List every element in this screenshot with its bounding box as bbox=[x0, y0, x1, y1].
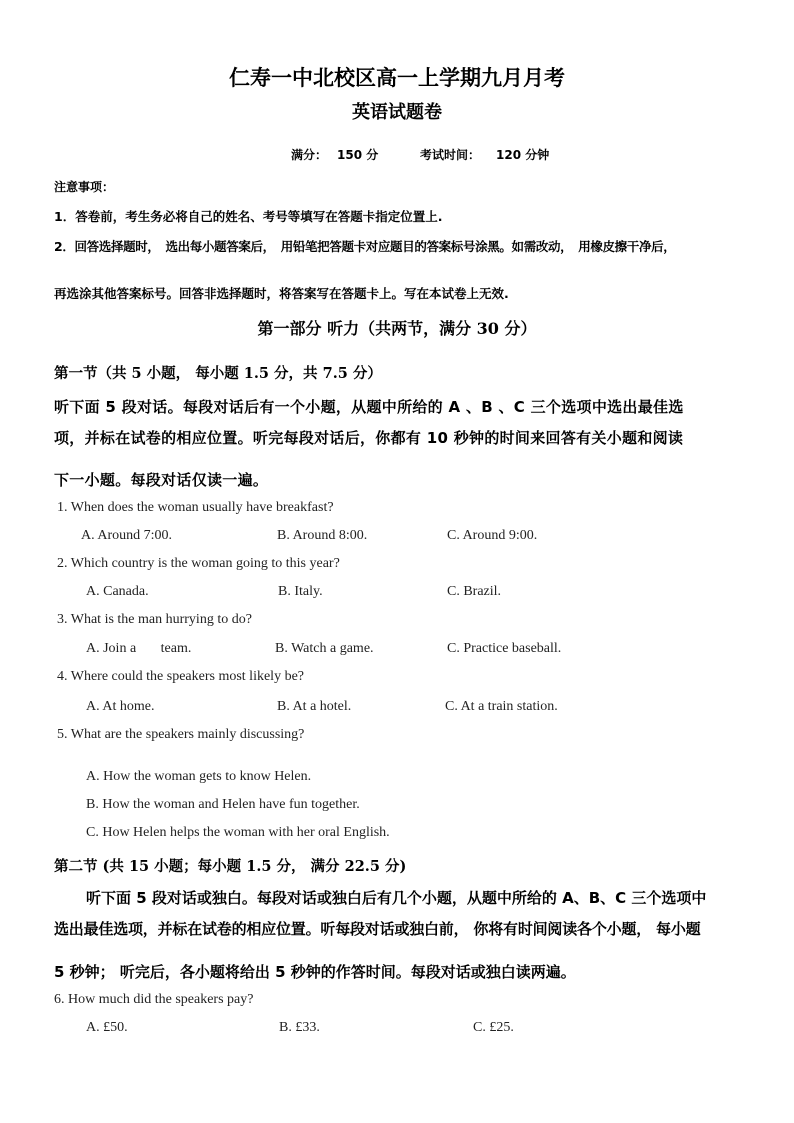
question-6-stem: 6. How much did the speakers pay? bbox=[54, 992, 254, 1007]
question-6-option-c: C. £25. bbox=[473, 1020, 514, 1035]
question-3-stem: 3. What is the man hurrying to do? bbox=[57, 612, 252, 627]
question-1-option-a: A. Around 7:00. bbox=[81, 528, 172, 543]
question-6-option-b: B. £33. bbox=[279, 1020, 320, 1035]
question-5-option-b: B. How the woman and Helen have fun together. bbox=[86, 797, 360, 812]
section1-heading: 第一节（共 5 小题， 每小题 1.5 分，共 7.5 分） bbox=[54, 365, 382, 382]
score-value: 150 分 bbox=[337, 148, 379, 162]
time-value: 120 分钟 bbox=[496, 148, 550, 162]
question-4-option-a: A. At home. bbox=[86, 699, 155, 714]
score-label: 满分： bbox=[291, 148, 328, 162]
question-5-stem: 5. What are the speakers mainly discussing? bbox=[57, 727, 305, 742]
question-6-option-a: A. £50. bbox=[86, 1020, 128, 1035]
question-3-option-b: B. Watch a game. bbox=[275, 641, 374, 656]
time-label: 考试时间： bbox=[420, 148, 481, 162]
question-4-option-b: B. At a hotel. bbox=[277, 699, 352, 714]
question-4-stem: 4. Where could the speakers most likely be? bbox=[57, 669, 304, 684]
question-1-option-b: B. Around 8:00. bbox=[277, 528, 368, 543]
section2-instr-line-2: 选出最佳选项，并标在试卷的相应位置。听每段对话或独白前， 你将有时间阅读各个小题， 每小题 bbox=[54, 920, 701, 938]
question-4-option-c: C. At a train station. bbox=[445, 699, 558, 714]
part1-heading: 第一部分 听力（共两节，满分 30 分） bbox=[257, 319, 537, 338]
question-5-option-a: A. How the woman gets to know Helen. bbox=[86, 769, 312, 784]
question-2-option-c: C. Brazil. bbox=[447, 584, 502, 599]
section1-instr-line-3: 下一小题。每段对话仅读一遍。 bbox=[54, 471, 269, 489]
question-1-stem: 1. When does the woman usually have breakfast? bbox=[57, 500, 334, 515]
notes-heading: 注意事项： bbox=[54, 180, 115, 194]
exam-title: 仁寿一中北校区高一上学期九月月考 bbox=[229, 65, 565, 90]
section2-heading: 第二节 (共 15 小题；每小题 1.5 分， 满分 22.5 分) bbox=[54, 858, 407, 875]
question-5-option-c: C. How Helen helps the woman with her oral English. bbox=[86, 825, 390, 840]
section2-instr-line-1: 听下面 5 段对话或独白。每段对话或独白后有几个小题，从题中所给的 A、B、C 三个选项中 bbox=[86, 889, 707, 907]
question-2-option-a: A. Canada. bbox=[86, 584, 149, 599]
note-item-2-line-2: 再选涂其他答案标号。回答非选择题时，将答案写在答题卡上。写在本试卷上无效. bbox=[54, 286, 509, 301]
section1-instr-line-2: 项，并标在试卷的相应位置。听完每段对话后，你都有 10 秒钟的时间来回答有关小题和阅读 bbox=[54, 429, 684, 447]
question-2-stem: 2. Which country is the woman going to this year? bbox=[57, 556, 340, 571]
note-item-1: 1．答卷前，考生务必将自己的姓名、考号等填写在答题卡指定位置上. bbox=[54, 209, 443, 224]
exam-subtitle: 英语试题卷 bbox=[352, 102, 442, 123]
question-2-option-b: B. Italy. bbox=[278, 584, 323, 599]
section1-instr-line-1: 听下面 5 段对话。每段对话后有一个小题，从题中所给的 A 、B 、C 三个选项中选出最佳选 bbox=[54, 398, 684, 416]
question-3-option-c: C. Practice baseball. bbox=[447, 641, 562, 656]
note-item-2-line-1: 2．回答选择题时， 选出每小题答案后， 用铅笔把答题卡对应题目的答案标号涂黑。如需改动， 用橡皮擦干净后， bbox=[54, 239, 676, 254]
section2-instr-line-3: 5 秒钟； 听完后，各小题将给出 5 秒钟的作答时间。每段对话或独白读两遍。 bbox=[54, 963, 576, 981]
question-3-option-a: A. Join a team. bbox=[86, 641, 192, 656]
question-1-option-c: C. Around 9:00. bbox=[447, 528, 538, 543]
